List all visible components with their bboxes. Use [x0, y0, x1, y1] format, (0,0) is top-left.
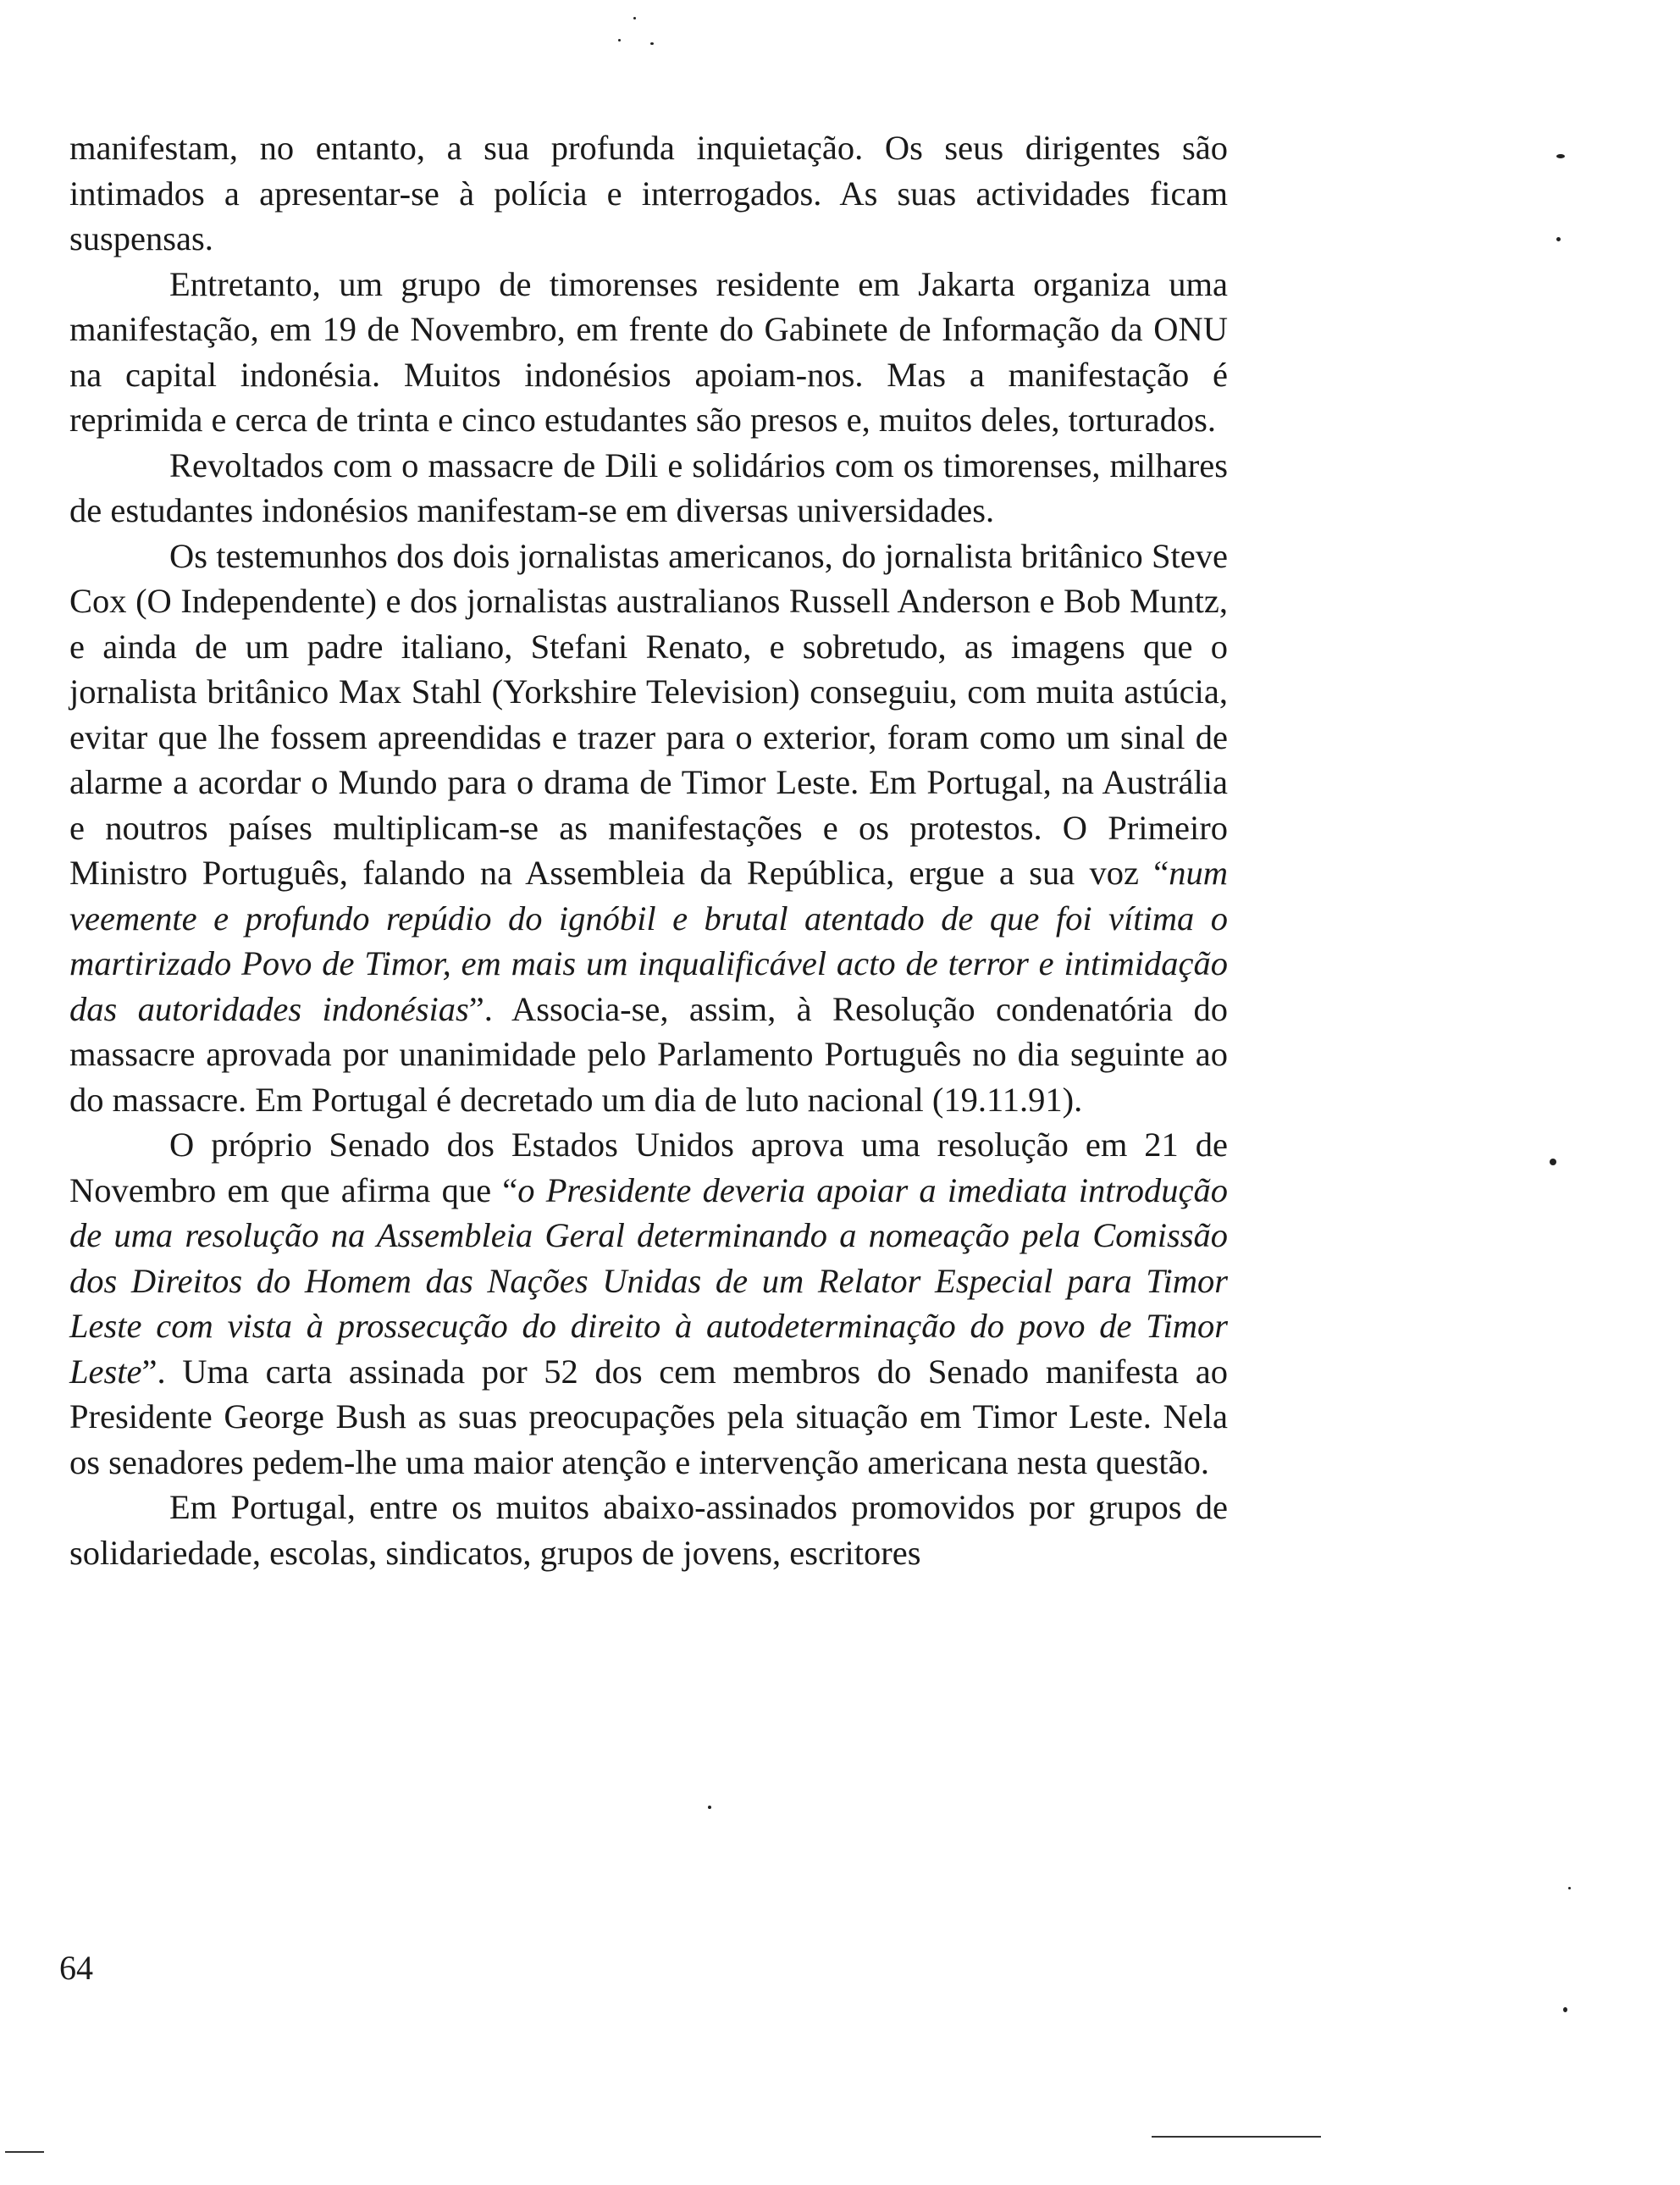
paragraph [69, 1485, 1228, 1575]
paragraph-text: Revoltados com o massacre de Dili e solidários com os timorenses, milhares de estudantes indonésios manifestam-se em diversas universidades. [69, 445, 1228, 529]
scan-speck [633, 17, 636, 19]
paragraph [69, 443, 1228, 534]
scan-speck [1563, 2007, 1567, 2012]
paragraph-text: manifestam, no entanto, a sua profunda inquietação. Os seus dirigentes são intimados a apresentar-se à polícia e interrogados. As suas actividades ficam suspensas. [69, 129, 1228, 257]
paragraph [69, 1122, 1228, 1485]
paragraph [69, 262, 1228, 443]
paragraph-text: Em Portugal, entre os muitos abaixo-assinados promovidos por grupos de solidariedade, escolas, sindicatos, grupos de jovens, escritores [69, 1488, 1228, 1572]
scan-speck [618, 39, 621, 41]
scan-speck [708, 1806, 711, 1809]
scan-speck [1556, 237, 1561, 241]
paragraph [69, 534, 1228, 1123]
paragraph-text: O próprio Senado dos Estados Unidos aprova uma resolução em 21 de Novembro em que afirma que “ [69, 1126, 1228, 1209]
paragraph [69, 125, 1228, 262]
scan-speck [1568, 1887, 1571, 1889]
scan-speck [1550, 1159, 1556, 1165]
scan-mark [5, 2151, 44, 2153]
scan-speck [1556, 154, 1565, 158]
quoted-text: num veemente e profundo repúdio do ignóbil e brutal atentado de que foi vítima o martirizado Povo de Timor, em mais um inqualificável acto de terror e intimidação das autoridades indonésias [69, 854, 1228, 1028]
page-number: 64 [59, 1949, 93, 1987]
paragraph-text: ”. Associa-se, assim, à Resolução condenatória do massacre aprovada por unanimidade pelo Parlamento Português no dia seguinte ao do massacre. Em Portugal é decretado um dia de luto nacional (19.11.91). [69, 989, 1229, 1119]
scan-mark [1152, 2136, 1321, 2138]
scan-speck [650, 42, 654, 45]
quoted-text: o Presidente deveria apoiar a imediata introdução de uma resolução na Assembleia Geral determinando a nomeação pela Comissão dos Direitos do Homem das Nações Unidas de um Relator Especial para Timor Leste com vista à prossecução do direito à autodeterminação do povo de Timor Leste [69, 1170, 1228, 1391]
body-text [69, 125, 1228, 1575]
paragraph-text: Os testemunhos dos dois jornalistas americanos, do jornalista britânico Steve Cox (O Independente) e dos jornalistas australianos Russell Anderson e Bob Muntz, e ainda de um padre italiano, Stefani Renato, e sobretudo, as imagens que o jornalista britânico Max Stahl (Yorkshire Television) conseguiu, com muita astúcia, evitar que lhe fossem apreendidas e trazer para o exterior, foram como um sinal de alarme a acordar o Mundo para o drama de Timor Leste. Em Portugal, na Austrália e noutros países multiplicam-se as manifestações e os protestos. O Primeiro Ministro Português, falando na Assembleia da República, ergue a sua voz “ [69, 536, 1228, 892]
paragraph-text: ”. Uma carta assinada por 52 dos cem membros do Senado manifesta ao Presidente George Bush as suas preocupações pela situação em Timor Leste. Nela os senadores pedem-lhe uma maior atenção e intervenção americana nesta questão. [69, 1352, 1228, 1481]
paragraph-text: Entretanto, um grupo de timorenses residente em Jakarta organiza uma manifestação, em 19 de Novembro, em frente do Gabinete de Informação da ONU na capital indonésia. Muitos indonésios apoiam-nos. Mas a manifestação é reprimida e cerca de trinta e cinco estudantes são presos e, muitos deles, torturados. [69, 264, 1228, 439]
